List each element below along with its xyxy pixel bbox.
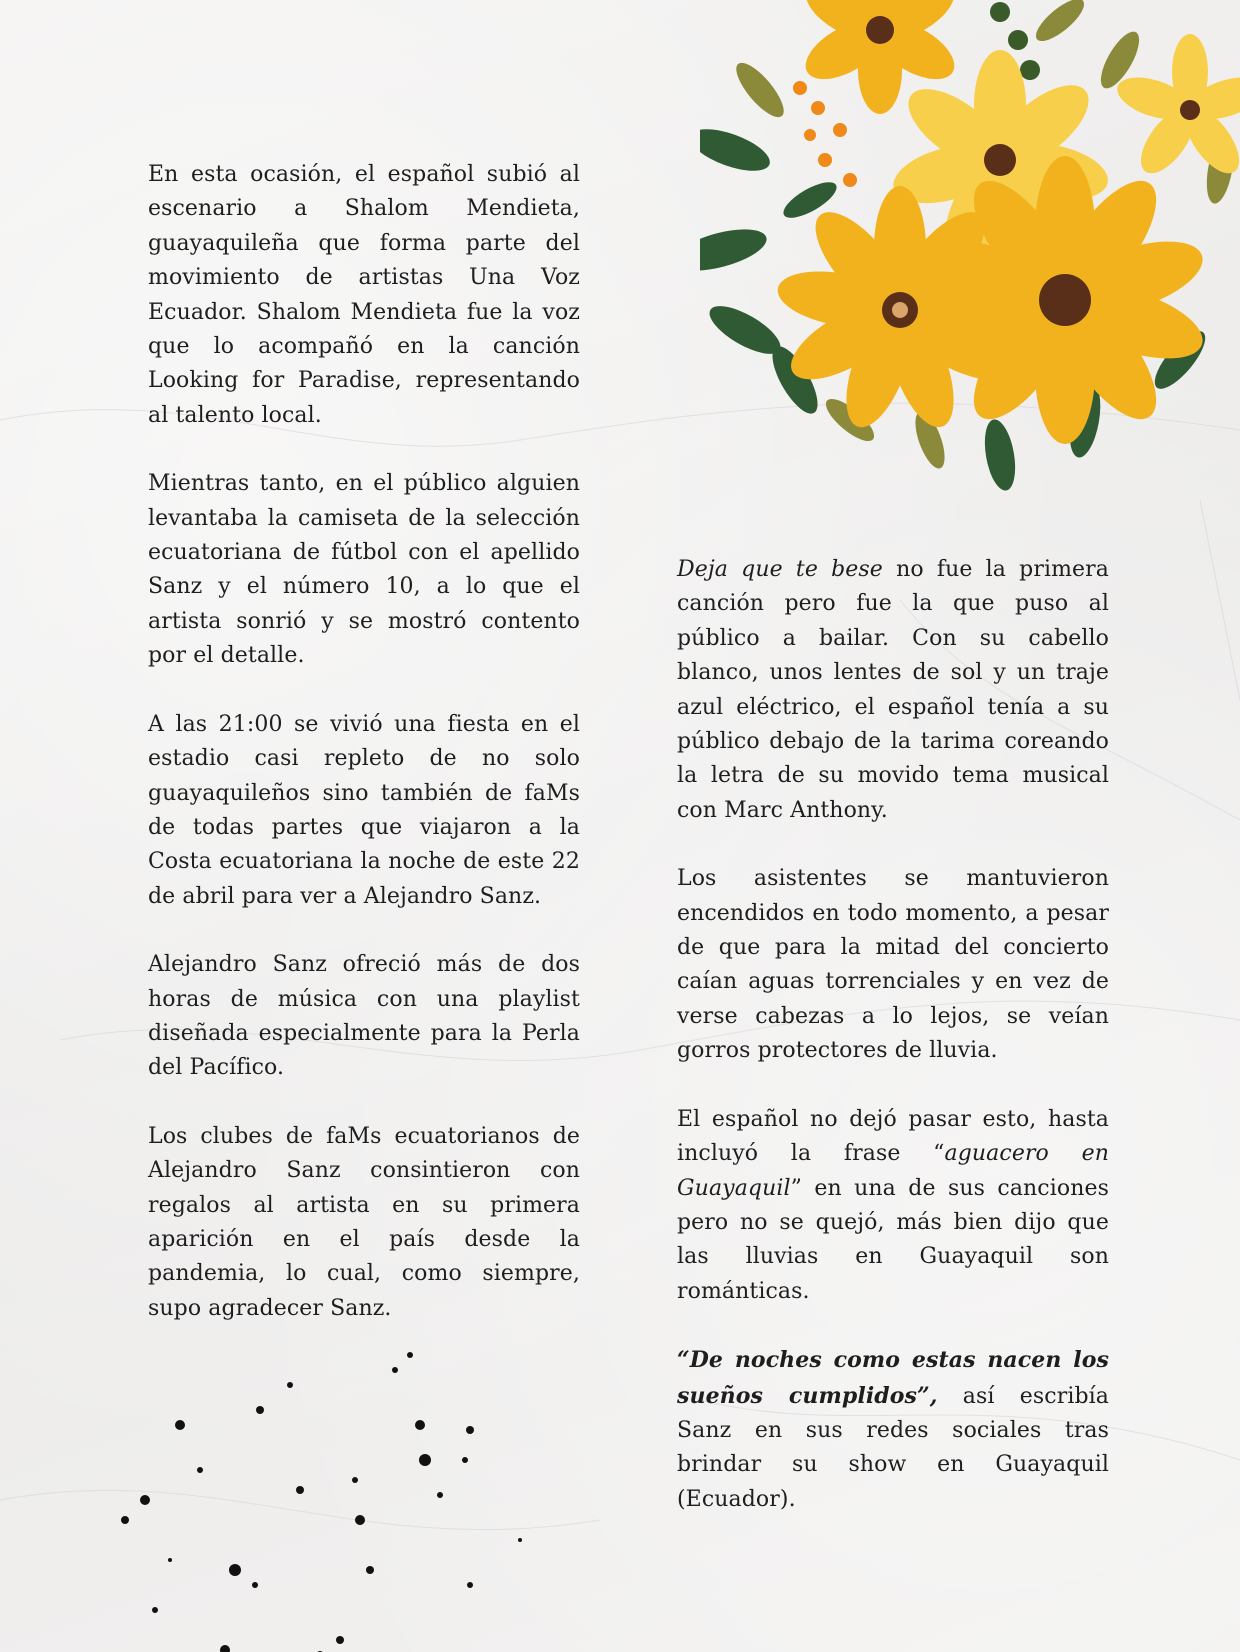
paragraph-text: El español no dejó pasar esto, hasta incluyó la frase “ xyxy=(677,1106,1109,1167)
song-title: Deja que te bese xyxy=(677,557,883,582)
right-column xyxy=(677,553,1109,1517)
paragraph-text: así escribía Sanz en sus redes sociales tras brindar su show en Guayaquil (Ecuador). xyxy=(677,1383,1109,1512)
left-column xyxy=(148,158,580,1326)
paragraph xyxy=(677,1103,1109,1309)
paragraph: A las 21:00 se vivió una fiesta en el estadio casi repleto de no solo guayaquileños sino también de faMs de todas partes que viajaron a la Costa ecuatoriana la noche de este 22 de abril para ver a Alejandro Sanz. xyxy=(148,711,580,909)
paragraph-text: no fue la primera canción pero fue la que puso al público a bailar. Con su cabello blanco, unos lentes de sol y un traje azul eléctrico, el español tenía a su público debajo de la tarima coreando la letra de su movido tema musical con Marc Anthony. xyxy=(677,557,1109,823)
paragraph-text: ” en una de sus canciones pero no se quejó, más bien dijo que las lluvias en Guayaquil son románticas. xyxy=(677,1175,1109,1304)
paragraph xyxy=(677,1343,1109,1517)
paragraph: Mientras tanto, en el público alguien levantaba la camiseta de la selección ecuatoriana de fútbol con el apellido Sanz y el número 10, a lo que el artista sonrió y se mostró contento por el detalle. xyxy=(148,471,580,669)
ink-splatter xyxy=(110,1310,570,1652)
paragraph xyxy=(677,553,1109,828)
pull-quote: “De noches como estas nacen los sueños cumplidos”, xyxy=(677,1347,1109,1409)
orange-berries xyxy=(793,81,857,187)
quoted-phrase: aguacero en Guayaquil xyxy=(677,1141,1109,1201)
paragraph: En esta ocasión, el español subió al escenario a Shalom Mendieta, guayaquileña que forma parte del movimiento de artistas Una Voz Ecuador. Shalom Mendieta fue la voz que lo acompañó en la canción Looking for Paradise, representando al talento local. xyxy=(148,162,580,428)
paragraph: Los asistentes se mantuvieron encendidos en todo momento, a pesar de que para la mitad del concierto caían aguas torrenciales y en vez de verse cabezas a lo lejos, se veían gorros protectores de lluvia. xyxy=(677,866,1109,1064)
paragraph: Alejandro Sanz ofreció más de dos horas de música con una playlist diseñada especialmente para la Perla del Pacífico. xyxy=(148,952,580,1081)
yellow-flower-bouquet xyxy=(700,0,1240,510)
paragraph: Los clubes de faMs ecuatorianos de Alejandro Sanz consintieron con regalos al artista en su primera aparición en el país desde la pandemia, lo cual, como siempre, supo agradecer Sanz. xyxy=(148,1123,580,1321)
